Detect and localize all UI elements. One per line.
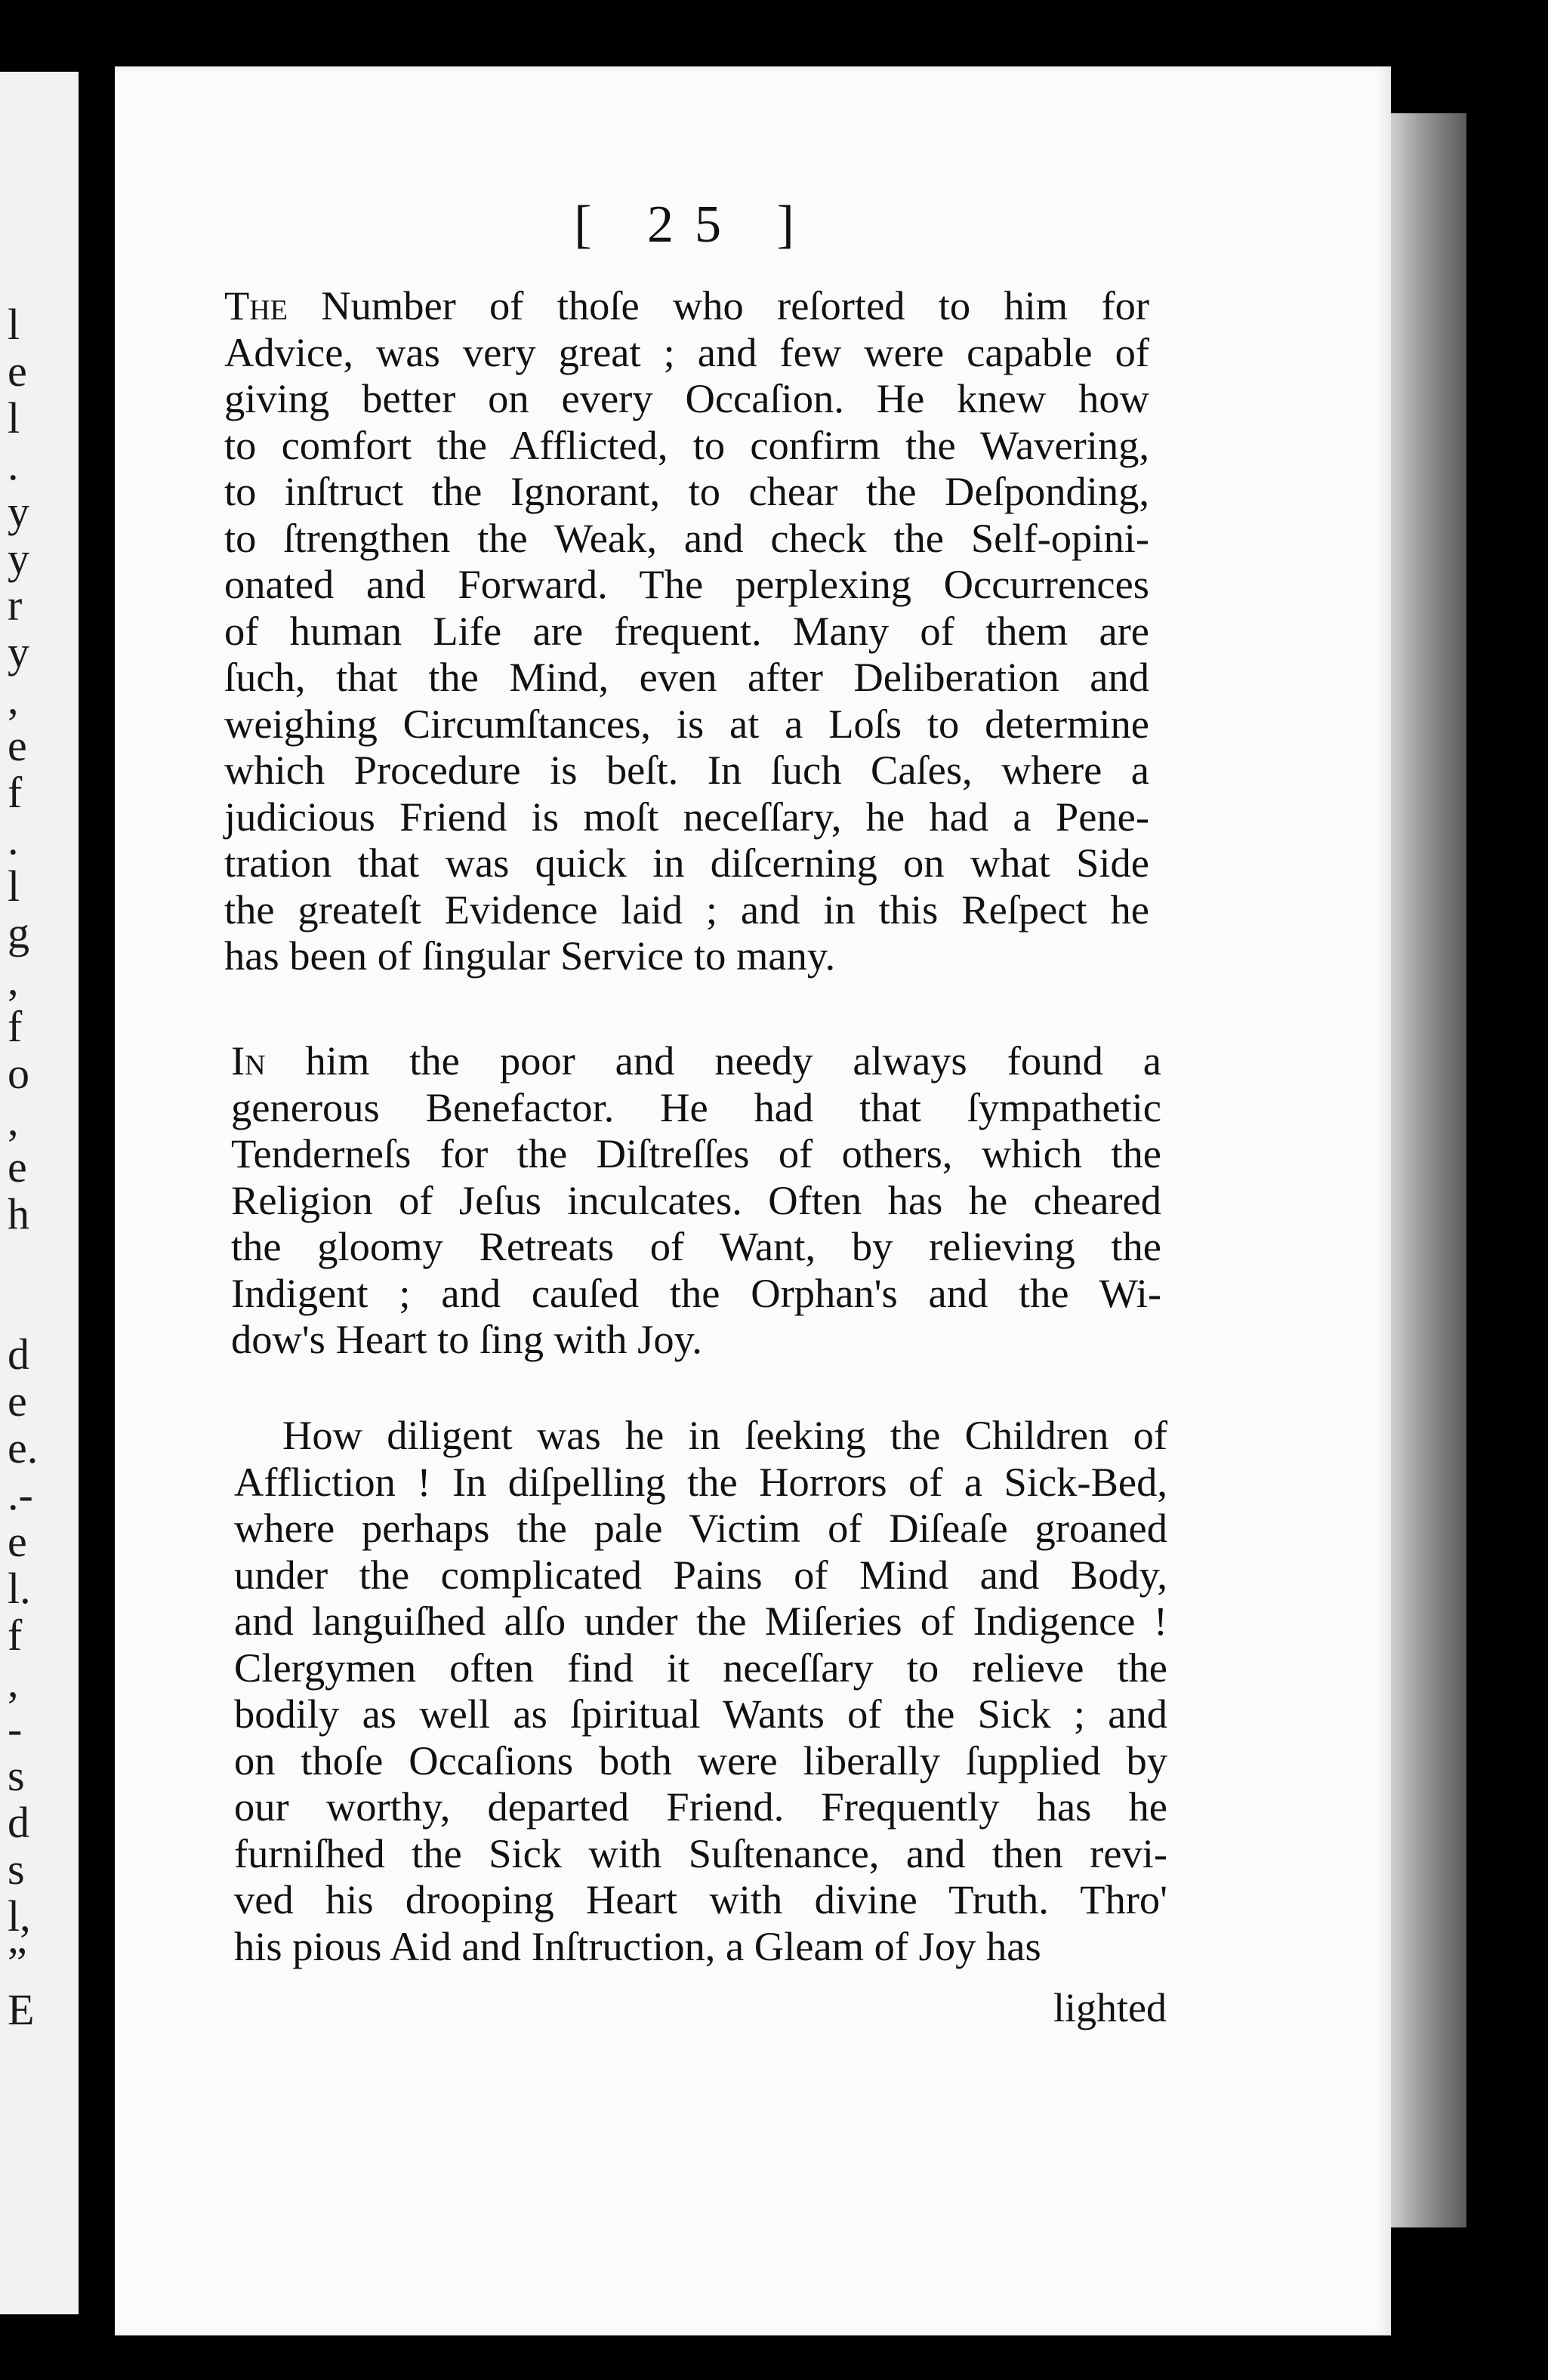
- line-text: of human Life are frequent. Many of them are: [224, 607, 1149, 654]
- line-text: under the complicated Pains of Mind and Body,: [234, 1551, 1167, 1598]
- facing-page-fragment: .: [8, 440, 19, 489]
- facing-page-fragment: -: [8, 1704, 23, 1753]
- text-line: [234, 1552, 1167, 1598]
- paragraph-2: [231, 1037, 1161, 1363]
- facing-page-fragment: ,: [8, 1096, 19, 1145]
- facing-page-fragment: s: [8, 1751, 25, 1800]
- text-line: [224, 840, 1149, 886]
- text-line: [234, 1598, 1167, 1645]
- line-text: Religion of Jeſus inculcates. Often has he cheared: [231, 1176, 1161, 1223]
- facing-page-fragment: h: [8, 1189, 29, 1238]
- facing-page-fragment: ,: [8, 955, 19, 1004]
- line-text: our worthy, departed Friend. Frequently has he: [234, 1783, 1167, 1830]
- text-line: [231, 1130, 1161, 1177]
- line-text: Number of thoſe who reſorted to him for: [287, 282, 1149, 328]
- text-line: [234, 1737, 1167, 1784]
- text-line: [224, 329, 1149, 376]
- facing-page-fragment: ,: [8, 1657, 19, 1706]
- facing-page-fragment: l: [8, 393, 20, 442]
- line-text: where perhaps the pale Victim of Diſeaſe groaned: [234, 1505, 1167, 1551]
- line-text: Advice, was very great ; and few were capable of: [224, 328, 1149, 375]
- line-text: to ſtrengthen the Weak, and check the Self-opini-: [224, 514, 1149, 561]
- text-line: [234, 1459, 1167, 1506]
- line-text: to inſtruct the Ignorant, to chear the Deſponding,: [224, 468, 1149, 514]
- text-line: [224, 375, 1149, 422]
- facing-page-fragment: y: [8, 487, 29, 536]
- text-line: [234, 1783, 1167, 1830]
- facing-page-fragment: f: [8, 1611, 23, 1660]
- facing-page-fragment: r: [8, 581, 23, 630]
- facing-page-fragment: e: [8, 347, 27, 396]
- facing-page-fragment: E: [8, 1985, 35, 2034]
- line-text: dow's Heart to ſing with Joy.: [231, 1316, 702, 1362]
- facing-page-fragment: .: [8, 815, 19, 864]
- line-text: tration that was quick in diſcerning on what Side: [224, 840, 1149, 886]
- facing-page-fragment: e: [8, 1377, 27, 1426]
- text-line: [234, 1645, 1167, 1691]
- text-line: [231, 1037, 1161, 1084]
- line-text: Indigent ; and cauſed the Orphan's and the Wi-: [231, 1269, 1161, 1316]
- text-line: [224, 515, 1149, 562]
- facing-page-fragment: d: [8, 1330, 29, 1379]
- facing-page-fragment: ”: [8, 1938, 27, 1987]
- facing-page-fragment: .-: [8, 1470, 33, 1519]
- facing-page-fragment: e.: [8, 1423, 39, 1472]
- facing-page-fragment: o: [8, 1049, 29, 1098]
- line-text: judicious Friend is moſt neceſſary, he had a Pene-: [224, 793, 1149, 840]
- facing-page-fragment: e: [8, 721, 27, 770]
- facing-page-fragment: y: [8, 534, 29, 583]
- facing-page-fragment: e: [8, 1142, 27, 1192]
- text-line: [231, 1084, 1161, 1131]
- text-line: [234, 1830, 1167, 1877]
- facing-page-fragment: ,: [8, 674, 19, 723]
- text-line: [224, 608, 1149, 655]
- text-line: [234, 1691, 1167, 1737]
- facing-page-fragment: f: [8, 1002, 23, 1051]
- line-text: Affliction ! In diſpelling the Horrors of a Sick-Bed,: [234, 1458, 1167, 1505]
- text-line: [224, 468, 1149, 515]
- text-line: [224, 886, 1149, 933]
- line-text: to comfort the Afflicted, to confirm the Wavering,: [224, 421, 1149, 468]
- text-line: [234, 1923, 1167, 1970]
- text-line: [231, 1177, 1161, 1224]
- facing-page-fragment: d: [8, 1798, 29, 1847]
- facing-page-fragment: l,: [8, 1891, 31, 1941]
- facing-page-fragment: g: [8, 908, 29, 957]
- text-line: [231, 1270, 1161, 1317]
- text-line: [224, 701, 1149, 748]
- text-line: [224, 654, 1149, 701]
- line-text: Clergymen often find it neceſſary to relieve the: [234, 1644, 1167, 1691]
- line-text: ved his drooping Heart with divine Truth. Thro': [234, 1876, 1167, 1922]
- paragraph-3: [234, 1412, 1167, 1969]
- facing-page-fragment: s: [8, 1845, 25, 1894]
- text-line: [224, 794, 1149, 840]
- line-text: generous Benefactor. He had that ſympathetic: [231, 1084, 1161, 1130]
- line-text: giving better on every Occaſion. He knew how: [224, 375, 1149, 421]
- line-text: has been of ſingular Service to many.: [224, 933, 836, 979]
- line-text: How diligent was he in ſeeking the Children of: [282, 1412, 1167, 1458]
- page-fore-edge: [1391, 113, 1466, 2227]
- facing-page-fragment: y: [8, 627, 29, 677]
- line-text: him the poor and needy always found a: [265, 1037, 1161, 1084]
- facing-page-fragment: e: [8, 1517, 27, 1566]
- line-text: the greateſt Evidence laid ; and in this Reſpect he: [224, 886, 1149, 933]
- text-line: [224, 747, 1149, 794]
- small-caps-lead: In: [231, 1037, 266, 1084]
- paragraph-1: [224, 282, 1149, 979]
- line-text: the gloomy Retreats of Want, by relieving the: [231, 1223, 1161, 1269]
- text-line: [234, 1412, 1167, 1459]
- line-text: Tenderneſs for the Diſtreſſes of others, which the: [231, 1130, 1161, 1176]
- facing-page-fragment: l: [8, 300, 20, 349]
- text-line: [224, 282, 1149, 329]
- small-caps-lead: The: [224, 282, 288, 328]
- catchword: lighted: [1053, 1985, 1167, 2030]
- page-number: [ 25 ]: [574, 196, 816, 254]
- line-text: furniſhed the Sick with Suſtenance, and then revi-: [234, 1830, 1167, 1876]
- text-line: [231, 1316, 1161, 1363]
- text-line: [234, 1876, 1167, 1923]
- facing-page-fragment: l: [8, 862, 20, 911]
- text-line: [231, 1223, 1161, 1270]
- facing-page-fragment: f: [8, 768, 23, 817]
- text-line: [224, 422, 1149, 469]
- line-text: bodily as well as ſpiritual Wants of the Sick ; and: [234, 1691, 1167, 1737]
- line-text: his pious Aid and Inſtruction, a Gleam of Joy has: [234, 1922, 1041, 1969]
- line-text: onated and Forward. The perplexing Occurrences: [224, 561, 1149, 607]
- line-text: ſuch, that the Mind, even after Deliberation and: [224, 654, 1149, 700]
- line-text: on thoſe Occaſions both were liberally ſupplied by: [234, 1737, 1167, 1783]
- facing-page-fragment: l.: [8, 1564, 31, 1613]
- text-line: [224, 561, 1149, 608]
- text-line: [234, 1505, 1167, 1552]
- facing-page-edge: [0, 72, 79, 2314]
- text-line: [224, 933, 1149, 979]
- line-text: which Procedure is beſt. In ſuch Caſes, where a: [224, 747, 1149, 793]
- line-text: and languiſhed alſo under the Miſeries of Indigence !: [234, 1598, 1167, 1644]
- line-text: weighing Circumſtances, is at a Loſs to determine: [224, 700, 1149, 747]
